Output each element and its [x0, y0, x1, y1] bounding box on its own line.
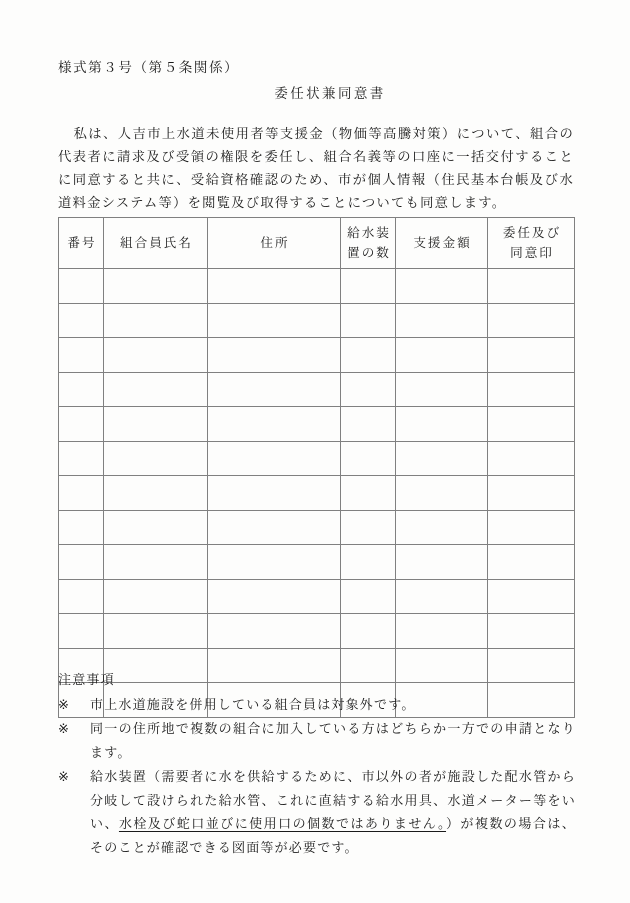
- table-row: [59, 545, 575, 580]
- table-row: [59, 372, 575, 407]
- cell-support-amount[interactable]: [396, 407, 488, 442]
- table-row: [59, 338, 575, 373]
- note-marker-icon: ※: [58, 721, 69, 736]
- note-item-2: [58, 717, 576, 764]
- column-header-address-line1: 住所: [260, 236, 290, 250]
- cell-address[interactable]: [208, 441, 341, 476]
- members-table: [58, 217, 575, 718]
- note-item-1: [58, 693, 576, 717]
- note-item-3-text: [90, 765, 576, 859]
- cell-seal[interactable]: [488, 372, 575, 407]
- cell-support-amount[interactable]: [396, 614, 488, 649]
- table-row: [59, 614, 575, 649]
- cell-device-count[interactable]: [341, 476, 396, 511]
- cell-member-name[interactable]: [104, 441, 208, 476]
- cell-member-name[interactable]: [104, 476, 208, 511]
- table-row: [59, 441, 575, 476]
- column-header-device-count-line1: 給水装: [347, 226, 391, 240]
- cell-address[interactable]: [208, 269, 341, 304]
- cell-number[interactable]: [59, 545, 104, 580]
- column-header-seal-line2: 同意印: [510, 246, 554, 260]
- cell-seal[interactable]: [488, 407, 575, 442]
- cell-support-amount[interactable]: [396, 372, 488, 407]
- cell-device-count[interactable]: [341, 545, 396, 580]
- cell-device-count[interactable]: [341, 614, 396, 649]
- table-row: [59, 303, 575, 338]
- cell-address[interactable]: [208, 407, 341, 442]
- cell-member-name[interactable]: [104, 338, 208, 373]
- cell-address[interactable]: [208, 614, 341, 649]
- cell-device-count[interactable]: [341, 579, 396, 614]
- cell-support-amount[interactable]: [396, 303, 488, 338]
- cell-number[interactable]: [59, 510, 104, 545]
- cell-number[interactable]: [59, 441, 104, 476]
- cell-number[interactable]: [59, 372, 104, 407]
- note-item-1-text: 市上水道施設を併用している組合員は対象外です。: [90, 696, 416, 712]
- table-row: [59, 476, 575, 511]
- cell-member-name[interactable]: [104, 579, 208, 614]
- table-body: [59, 269, 575, 718]
- cell-device-count[interactable]: [341, 338, 396, 373]
- cell-address[interactable]: [208, 372, 341, 407]
- cell-seal[interactable]: [488, 269, 575, 304]
- column-header-number-line1: 番号: [67, 236, 97, 250]
- table-row: [59, 269, 575, 304]
- notes-section: [58, 668, 576, 859]
- note-marker-icon: ※: [58, 769, 69, 784]
- cell-seal[interactable]: [488, 338, 575, 373]
- cell-support-amount[interactable]: [396, 338, 488, 373]
- form-number: 様式第３号（第５条関係）: [58, 60, 240, 75]
- cell-number[interactable]: [59, 269, 104, 304]
- table-head: [59, 218, 575, 269]
- table-row: [59, 407, 575, 442]
- cell-number[interactable]: [59, 579, 104, 614]
- cell-seal[interactable]: [488, 510, 575, 545]
- note-item-2-text: 同一の住所地で複数の組合に加入している方はどちらか一方での申請となります。: [90, 721, 576, 760]
- column-header-address: [208, 218, 341, 269]
- cell-address[interactable]: [208, 476, 341, 511]
- cell-device-count[interactable]: [341, 510, 396, 545]
- cell-member-name[interactable]: [104, 269, 208, 304]
- cell-number[interactable]: [59, 338, 104, 373]
- column-header-support-amount-line1: 支援金額: [413, 236, 472, 250]
- table-row: [59, 510, 575, 545]
- note-item-3-text-after: ）が複数の場合は、そのことが確認できる図面等が必要です。: [90, 816, 576, 855]
- column-header-device-count-line2: 置の数: [347, 246, 391, 260]
- cell-seal[interactable]: [488, 545, 575, 580]
- note-item-3: [58, 765, 576, 859]
- cell-seal[interactable]: [488, 579, 575, 614]
- cell-device-count[interactable]: [341, 372, 396, 407]
- cell-address[interactable]: [208, 338, 341, 373]
- cell-support-amount[interactable]: [396, 269, 488, 304]
- note-marker-icon: ※: [58, 696, 69, 712]
- cell-device-count[interactable]: [341, 303, 396, 338]
- table-header-row: [59, 218, 575, 269]
- cell-address[interactable]: [208, 303, 341, 338]
- column-header-seal: [488, 218, 575, 269]
- cell-seal[interactable]: [488, 476, 575, 511]
- cell-support-amount[interactable]: [396, 510, 488, 545]
- members-table-wrapper: [58, 217, 574, 718]
- column-header-number: [59, 218, 104, 269]
- cell-address[interactable]: [208, 545, 341, 580]
- notes-heading: 注意事項: [58, 672, 115, 687]
- cell-seal[interactable]: [488, 303, 575, 338]
- cell-member-name[interactable]: [104, 614, 208, 649]
- cell-support-amount[interactable]: [396, 476, 488, 511]
- intro-paragraph-text: 私は、人吉市上水道未使用者等支援金（物価等高騰対策）について、組合の代表者に請求及び受領の権限を委任し、組合名義等の口座に一括交付することに同意すると共に、受給資格確認のため、市が個人情報（住民基本台帳及び水道料金システム等）を閲覧及び取得することについても同意します。: [58, 126, 574, 210]
- column-header-device-count: [341, 218, 396, 269]
- page-title: 委任状兼同意書: [274, 86, 386, 101]
- cell-support-amount[interactable]: [396, 579, 488, 614]
- intro-paragraph: [58, 122, 574, 214]
- cell-member-name[interactable]: [104, 510, 208, 545]
- cell-seal[interactable]: [488, 441, 575, 476]
- cell-number[interactable]: [59, 614, 104, 649]
- column-header-support-amount: [396, 218, 488, 269]
- column-header-seal-line1: 委任及び: [502, 226, 562, 240]
- column-header-member-name: [104, 218, 208, 269]
- note-item-3-text-before: 給水装置（需要者に水を供給するために、市以外の者が施設した配水管から分岐して設けられた給水管、これに直結する給水用具、水道メーター等をいい、: [90, 769, 576, 831]
- cell-member-name[interactable]: [104, 372, 208, 407]
- cell-seal[interactable]: [488, 614, 575, 649]
- cell-number[interactable]: [59, 407, 104, 442]
- column-header-member-name-line1: 組合員氏名: [120, 236, 193, 250]
- cell-support-amount[interactable]: [396, 441, 488, 476]
- cell-number[interactable]: [59, 303, 104, 338]
- note-item-3-underlined: 水栓及び蛇口並びに使用口の個数ではありません。: [118, 816, 447, 831]
- cell-member-name[interactable]: [104, 545, 208, 580]
- cell-number[interactable]: [59, 476, 104, 511]
- cell-address[interactable]: [208, 510, 341, 545]
- cell-member-name[interactable]: [104, 303, 208, 338]
- cell-address[interactable]: [208, 579, 341, 614]
- cell-member-name[interactable]: [104, 407, 208, 442]
- cell-support-amount[interactable]: [396, 545, 488, 580]
- table-row: [59, 579, 575, 614]
- cell-device-count[interactable]: [341, 407, 396, 442]
- cell-device-count[interactable]: [341, 269, 396, 304]
- cell-device-count[interactable]: [341, 441, 396, 476]
